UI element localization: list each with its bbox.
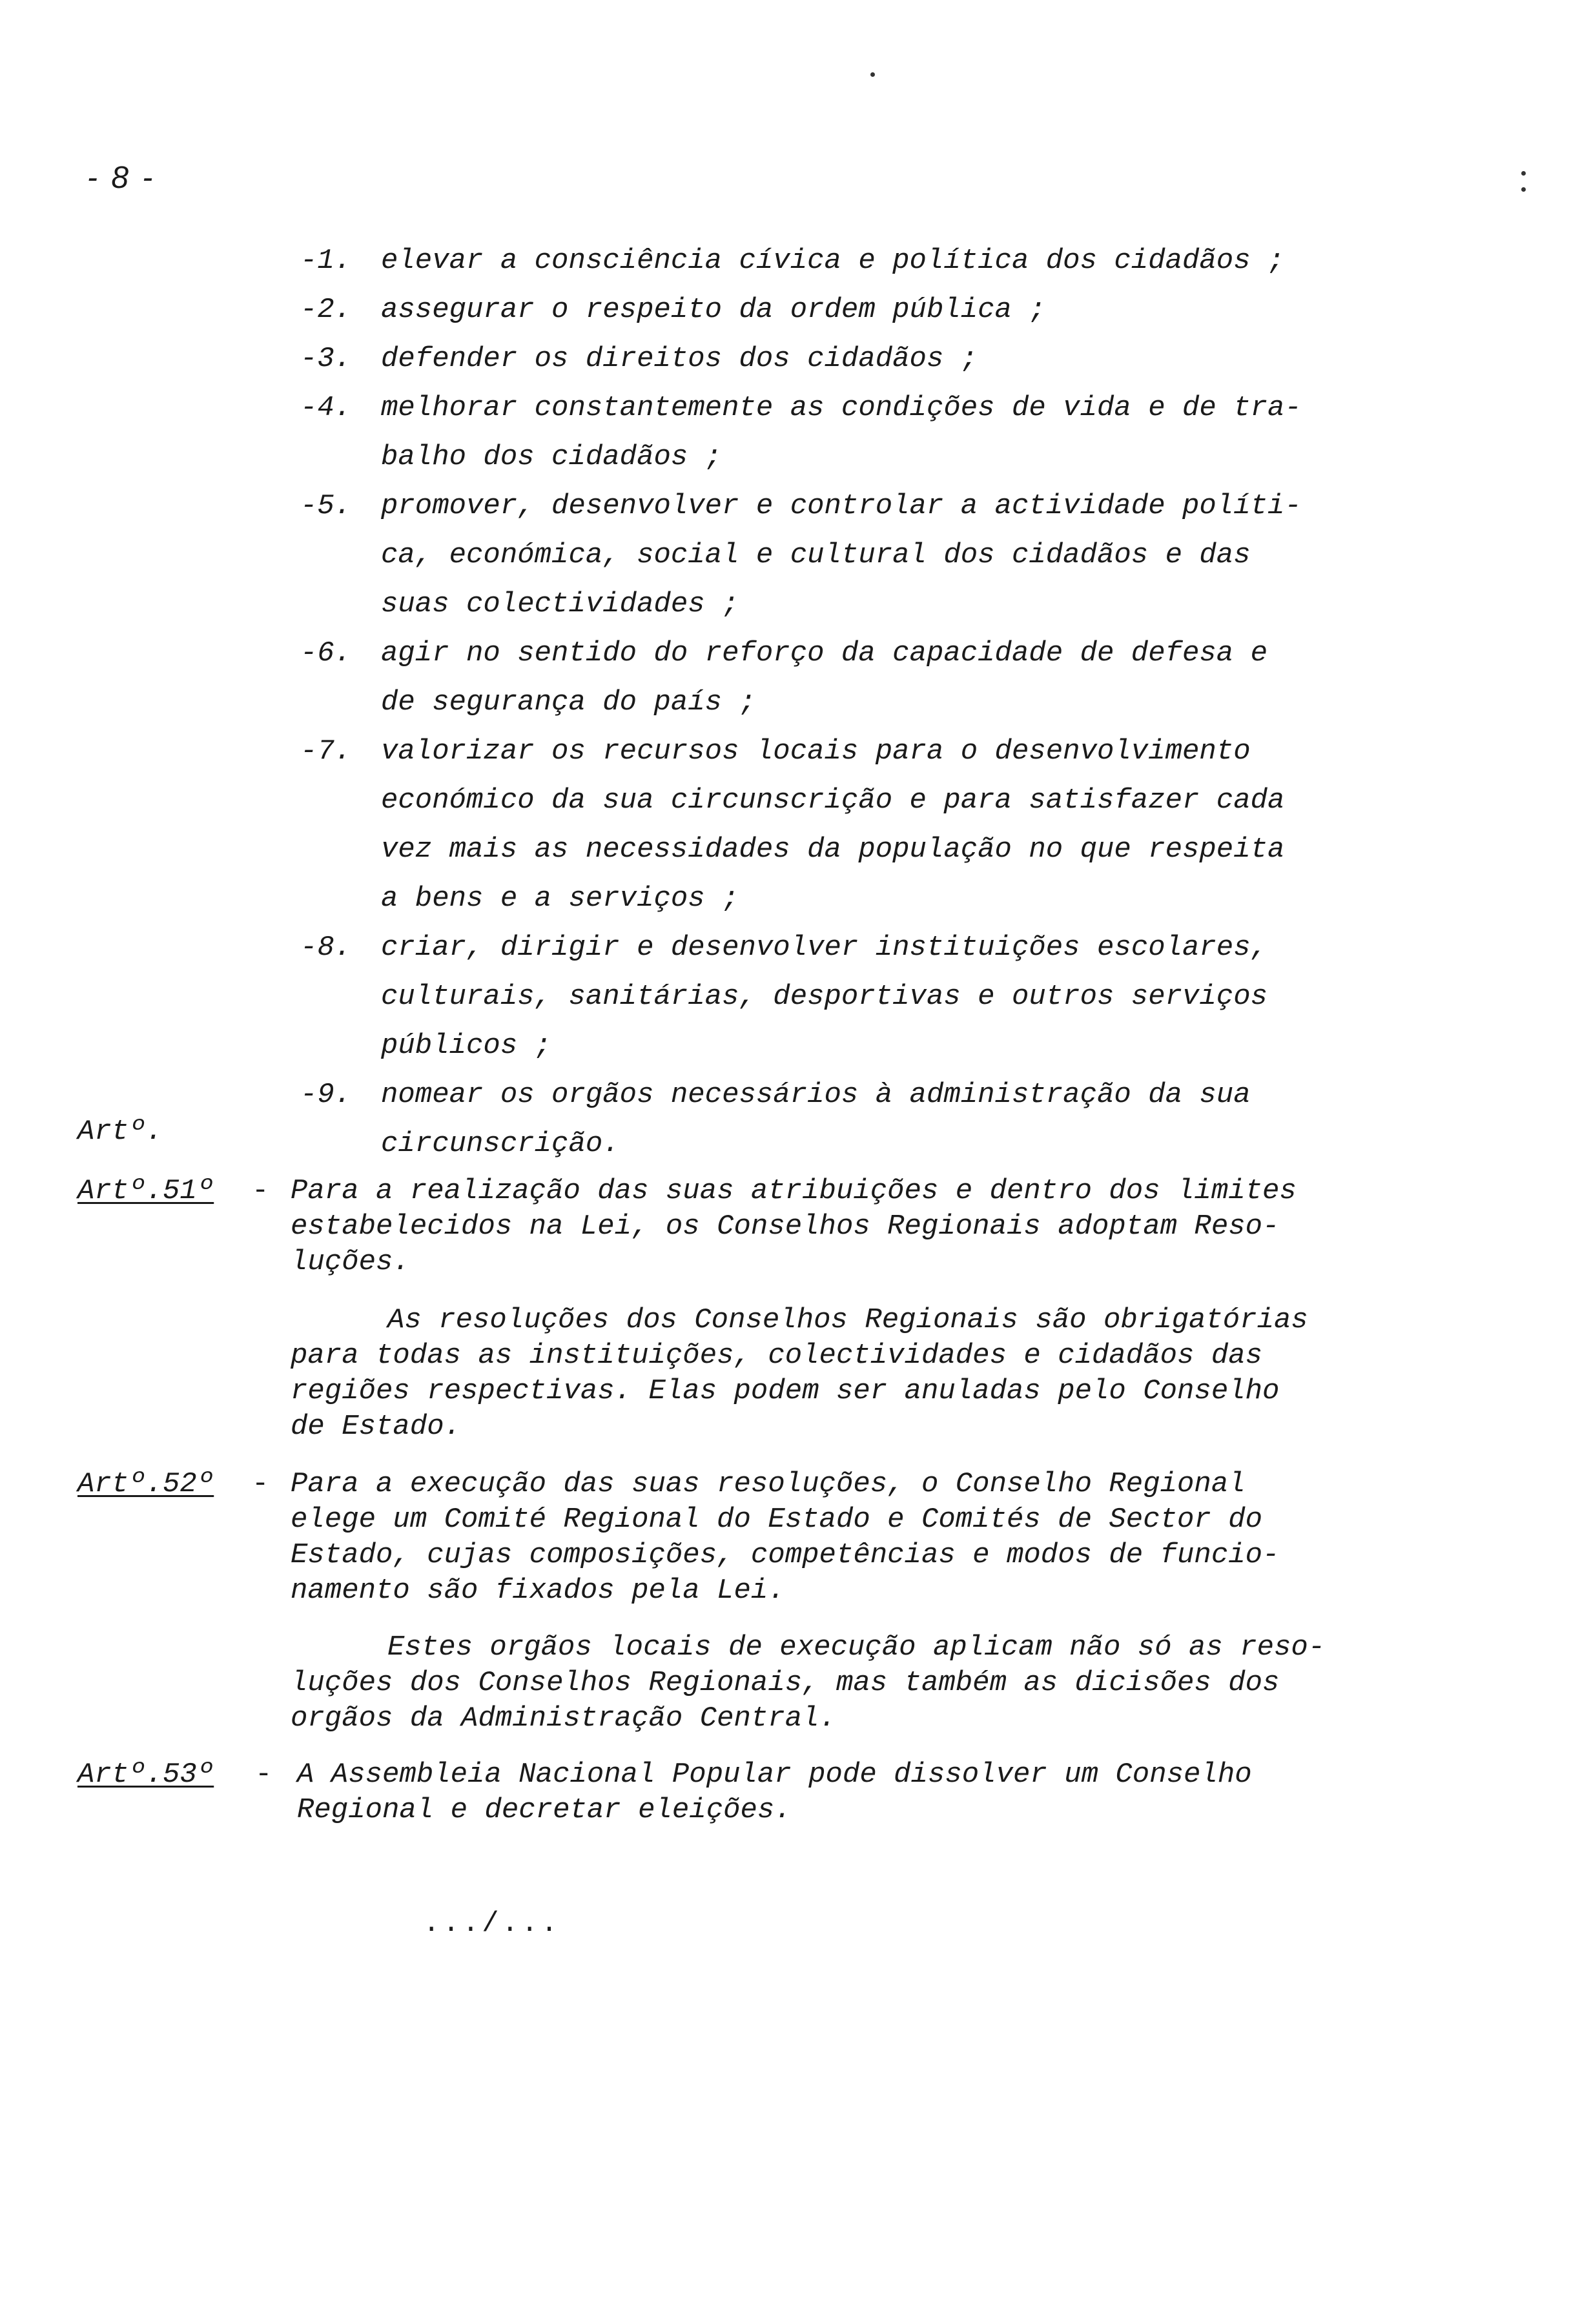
list-item-text: criar, dirigir e desenvolver instituições escolares, culturais, sanitárias, desportivas e outros serviços públicos ; bbox=[381, 932, 1268, 1062]
article-text: Para a realização das suas atribuições e dentro dos limites estabelecidos na Lei, os Conselhos Regionais adoptam Reso- luções. bbox=[291, 1175, 1297, 1278]
list-item-text: agir no sentido do reforço da capacidade de defesa e de segurança do país ; bbox=[381, 637, 1268, 719]
page-number: - 8 - bbox=[87, 161, 156, 195]
scan-speck bbox=[1521, 187, 1526, 192]
article-paragraph: As resoluções dos Conselhos Regionais são obrigatórias para todas as instituições, colectividades e cidadãos das regiões respectivas. Elas podem ser anuladas pelo Conselho de Estado. bbox=[291, 1304, 1308, 1443]
list-item-number: -4. bbox=[300, 392, 352, 424]
article-label: Artº.53º bbox=[77, 1758, 214, 1791]
list-item-text: elevar a consciência cívica e política dos cidadãos ; bbox=[381, 245, 1285, 277]
list-item-number: -8. bbox=[300, 932, 352, 964]
list-item-number: -3. bbox=[300, 343, 352, 375]
article-label: Artº.52º bbox=[77, 1468, 214, 1500]
list-item-number: -5. bbox=[300, 490, 352, 522]
list-item bbox=[300, 334, 1450, 383]
list-item bbox=[300, 285, 1450, 334]
article-dash: - bbox=[252, 1175, 269, 1207]
article-51 bbox=[77, 1174, 1453, 1280]
list-item-text: valorizar os recursos locais para o desenvolvimento económico da sua circunscrição e para satisfazer cada vez mais as necessidades da população no que respeita a bens e a serviços ; bbox=[381, 735, 1285, 915]
list-item-text: promover, desenvolver e controlar a actividade políti- ca, económica, social e cultural dos cidadãos e das suas colectividades ; bbox=[381, 490, 1302, 620]
list-item-number: -9. bbox=[300, 1079, 352, 1111]
scan-speck bbox=[1521, 171, 1526, 176]
list-item-text: defender os direitos dos cidadãos ; bbox=[381, 343, 978, 375]
list-item bbox=[300, 629, 1450, 727]
list-item bbox=[300, 482, 1450, 629]
article-text: Para a execução das suas resoluções, o Conselho Regional elege um Comité Regional do Estado e Comités de Sector do Estado, cujas composições, competências e modos de funcio- namento são fixados pela Lei. bbox=[291, 1468, 1280, 1607]
margin-article-label: Artº. bbox=[77, 1116, 163, 1148]
scan-speck bbox=[870, 72, 875, 77]
continuation-marker: .../... bbox=[423, 1908, 560, 1940]
list-item bbox=[300, 923, 1450, 1070]
list-item-number: -1. bbox=[300, 245, 352, 277]
list-item bbox=[300, 1070, 1450, 1168]
article-dash: - bbox=[252, 1468, 269, 1500]
list-item bbox=[300, 727, 1450, 923]
list-item bbox=[300, 383, 1450, 482]
list-item-text: assegurar o respeito da ordem pública ; bbox=[381, 294, 1046, 326]
list-item-number: -2. bbox=[300, 294, 352, 326]
article-53 bbox=[77, 1757, 1453, 1828]
article-text: A Assembleia Nacional Popular pode dissolver um Conselho Regional e decretar eleições. bbox=[297, 1758, 1252, 1826]
list-item-text: nomear os orgãos necessários à administração da sua circunscrição. bbox=[381, 1079, 1251, 1160]
article-dash: - bbox=[255, 1758, 272, 1791]
list-item-text: melhorar constantemente as condições de vida e de tra- balho dos cidadãos ; bbox=[381, 392, 1302, 473]
article-52 bbox=[77, 1467, 1453, 1609]
list-item-number: -7. bbox=[300, 735, 352, 768]
list-item bbox=[300, 236, 1450, 285]
article-paragraph: Estes orgãos locais de execução aplicam não só as reso- luções dos Conselhos Regionais, mas também as dicisões dos orgãos da Administração Central. bbox=[291, 1631, 1326, 1735]
article-label: Artº.51º bbox=[77, 1175, 214, 1207]
list-item-number: -6. bbox=[300, 637, 352, 669]
